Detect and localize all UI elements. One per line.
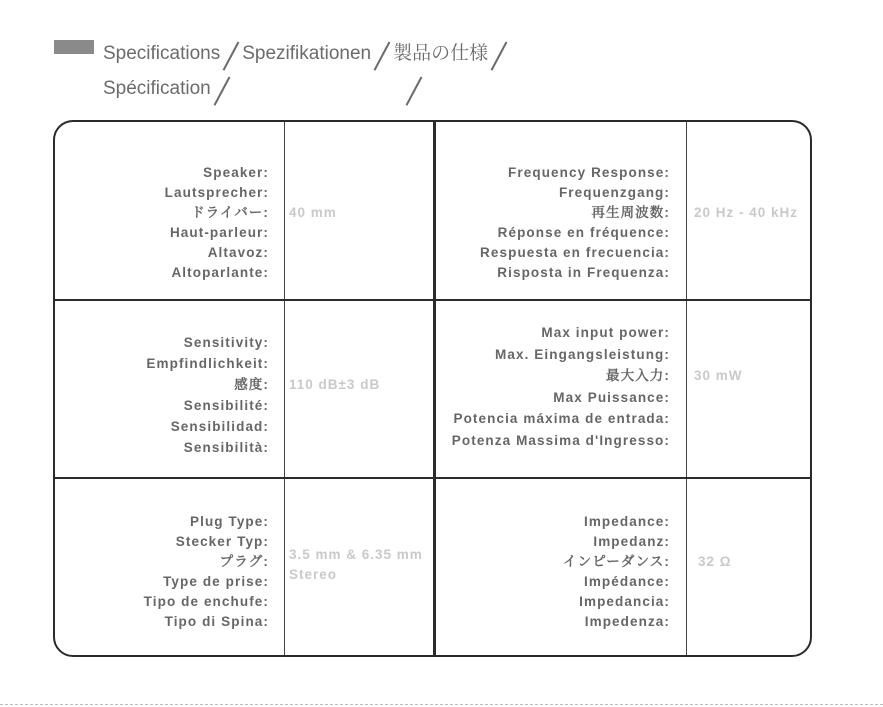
- sensitivity-value: [289, 375, 380, 395]
- page-bottom-rule: [0, 704, 883, 706]
- label: Impédance:: [583, 574, 670, 589]
- plug-value: [289, 545, 423, 585]
- plug-labels: [144, 512, 269, 632]
- label: Max input power:: [541, 325, 670, 340]
- row-divider: [55, 299, 810, 301]
- row-divider: [55, 477, 810, 479]
- label: Sensitivity:: [183, 335, 269, 350]
- label: Altoparlante:: [171, 265, 269, 280]
- label: Altavoz:: [207, 245, 269, 260]
- value-line: 3.5 mm & 6.35 mm: [289, 547, 423, 562]
- label: Speaker:: [203, 165, 269, 180]
- label: Frequenzgang:: [558, 185, 670, 200]
- label: Respuesta en frecuencia:: [480, 245, 670, 260]
- label: Haut-parleur:: [169, 225, 269, 240]
- label: ドライバー:: [191, 205, 269, 220]
- title-japanese: 製品の仕様: [393, 43, 489, 64]
- value-line: 110 dB±3 dB: [289, 377, 381, 392]
- value-line: 30 mW: [694, 368, 743, 383]
- column-divider: [686, 122, 687, 655]
- value-line: 40 mm: [289, 205, 337, 220]
- label: Impedancia:: [579, 594, 670, 609]
- label: Frequency Response:: [508, 165, 670, 180]
- label: Tipo de enchufe:: [143, 594, 269, 609]
- title-german: Spezifikationen: [242, 43, 372, 64]
- label: 最大入力:: [606, 368, 670, 383]
- label: Max Puissance:: [553, 389, 670, 405]
- slash-divider: [211, 78, 233, 100]
- value-line: 32 Ω: [698, 554, 732, 569]
- label: Max. Eingangsleistung:: [495, 346, 670, 362]
- center-divider: [433, 122, 436, 655]
- speaker-value: [289, 203, 337, 223]
- label: Type de prise:: [163, 574, 269, 589]
- slash-divider: [220, 43, 242, 65]
- title-english: Specifications: [103, 43, 221, 64]
- power-labels: [452, 322, 670, 451]
- speaker-labels: [165, 163, 269, 283]
- slash-divider: [403, 78, 425, 100]
- impedance-value: [698, 552, 732, 572]
- label: Potenza Massima d'Ingresso:: [451, 432, 670, 448]
- label: Sensibilidad:: [170, 419, 269, 434]
- impedance-labels: [563, 512, 670, 632]
- header-line-1: [103, 38, 510, 65]
- power-value: [694, 366, 743, 386]
- sensitivity-labels: [146, 332, 269, 458]
- header-marker-bar: [54, 40, 94, 54]
- label: Impedance:: [583, 514, 670, 529]
- frequency-value: [694, 203, 798, 223]
- header-line-2: [103, 78, 233, 100]
- frequency-labels: [480, 163, 670, 283]
- label: Plug Type:: [189, 514, 269, 529]
- label: Sensibilité:: [183, 398, 269, 413]
- slash-divider: [371, 43, 393, 65]
- label: Impedenza:: [584, 614, 670, 629]
- label: Stecker Typ:: [175, 534, 269, 549]
- label: Impedanz:: [593, 534, 670, 549]
- label: 感度:: [234, 377, 269, 392]
- label: Tipo di Spina:: [164, 614, 269, 629]
- value-line: 20 Hz - 40 kHz: [694, 205, 799, 220]
- label: プラグ:: [219, 554, 269, 569]
- label: 再生周波数:: [591, 205, 670, 220]
- label: Réponse en fréquence:: [497, 225, 670, 240]
- column-divider: [284, 122, 285, 655]
- label: Empfindlichkeit:: [146, 356, 269, 371]
- label: Sensibilità:: [183, 440, 269, 455]
- spec-table: [53, 120, 812, 657]
- title-french: Spécification: [103, 78, 211, 100]
- label: Risposta in Frequenza:: [497, 265, 670, 280]
- label: Potencia máxima de entrada:: [453, 411, 670, 426]
- label: インピーダンス:: [563, 554, 670, 569]
- label: Lautsprecher:: [164, 185, 269, 200]
- value-line: Stereo: [289, 567, 338, 582]
- slash-divider: [488, 43, 510, 65]
